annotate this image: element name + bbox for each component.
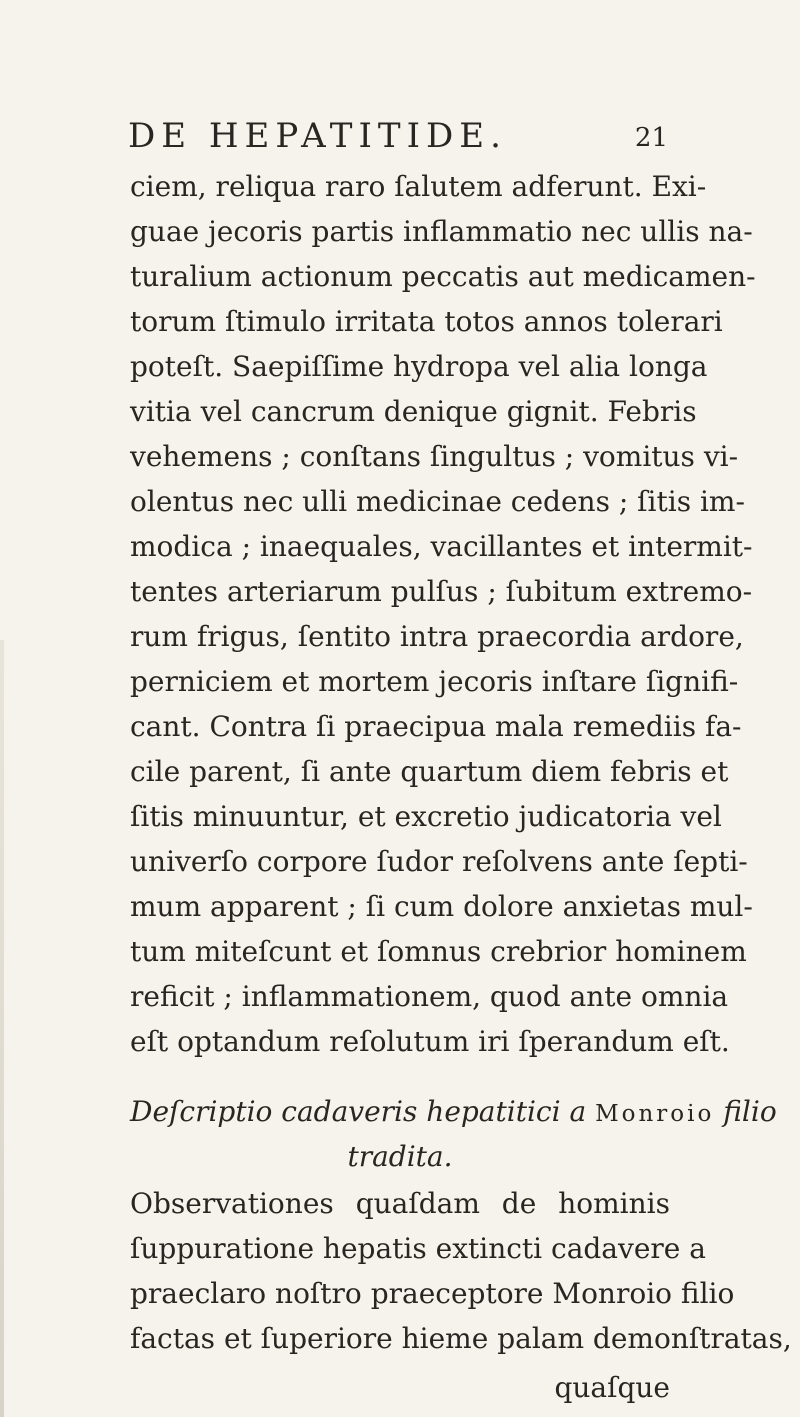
section-line: Observationes quaſdam de hominis [130,1187,670,1220]
body-line: ſitis minuuntur, et excretio judicatoria vel [130,800,722,833]
body-line: vehemens ; conſtans ſingultus ; vomitus vi- [130,440,739,473]
page-edge [0,640,4,1417]
section-heading-author: Monroio [595,1101,715,1127]
body-line: modica ; inaequales, vacillantes et intermit- [130,530,753,563]
body-line: guae jecoris partis inflammatio nec ullis na- [130,215,753,248]
body-line: ciem, reliqua raro ſalutem adferunt. Exi- [130,170,707,203]
body-line: mum apparent ; ſi cum dolore anxietas mul- [130,890,753,923]
section-heading [130,1090,777,1136]
body-line: eſt optandum reſolutum iri ſperandum eſt. [130,1025,730,1058]
body-line: vitia vel cancrum denique gignit. Febris [130,395,697,428]
catchword: quaſque [554,1371,670,1404]
body-line: cant. Contra ſi praecipua mala remediis fa- [130,710,742,743]
body-line: perniciem et mortem jecoris inſtare ſignifi- [130,665,739,698]
body-line: tum miteſcunt et ſomnus crebrior hominem [130,935,747,968]
body-line: turalium actionum peccatis aut medicamen- [130,260,756,293]
body-line: poteſt. Saepiſſime hydropa vel alia longa [130,350,708,383]
body-line: olentus nec ulli medicinae cedens ; ſitis im- [130,485,745,518]
section-line: factas et ſuperiore hieme palam demonſtratas, [130,1322,792,1355]
body-line: torum ſtimulo irritata totos annos tolerari [130,305,723,338]
body-line: tentes arteriarum pulſus ; ſubitum extremo- [130,575,753,608]
body-line: univerſo corpore ſudor reſolvens ante ſepti- [130,845,748,878]
body-line: cile parent, ſi ante quartum diem febris et [130,755,729,788]
page-number: 21 [634,123,668,153]
running-title: DE HEPATITIDE. [128,116,507,156]
body-line: reficit ; inflammationem, quod ante omnia [130,980,729,1013]
section-heading-line-2: tradita. [347,1140,453,1173]
section-line: ſuppuratione hepatis extincti cadavere a [130,1232,706,1265]
section-heading-text-2: filio [723,1095,777,1128]
body-line: rum frigus, ſentito intra praecordia ardore, [130,620,744,653]
running-head [128,112,668,160]
section-heading-text: Deſcriptio cadaveris hepatitici a [130,1095,587,1128]
section-line: praeclaro noſtro praeceptore Monroio filio [130,1277,735,1310]
